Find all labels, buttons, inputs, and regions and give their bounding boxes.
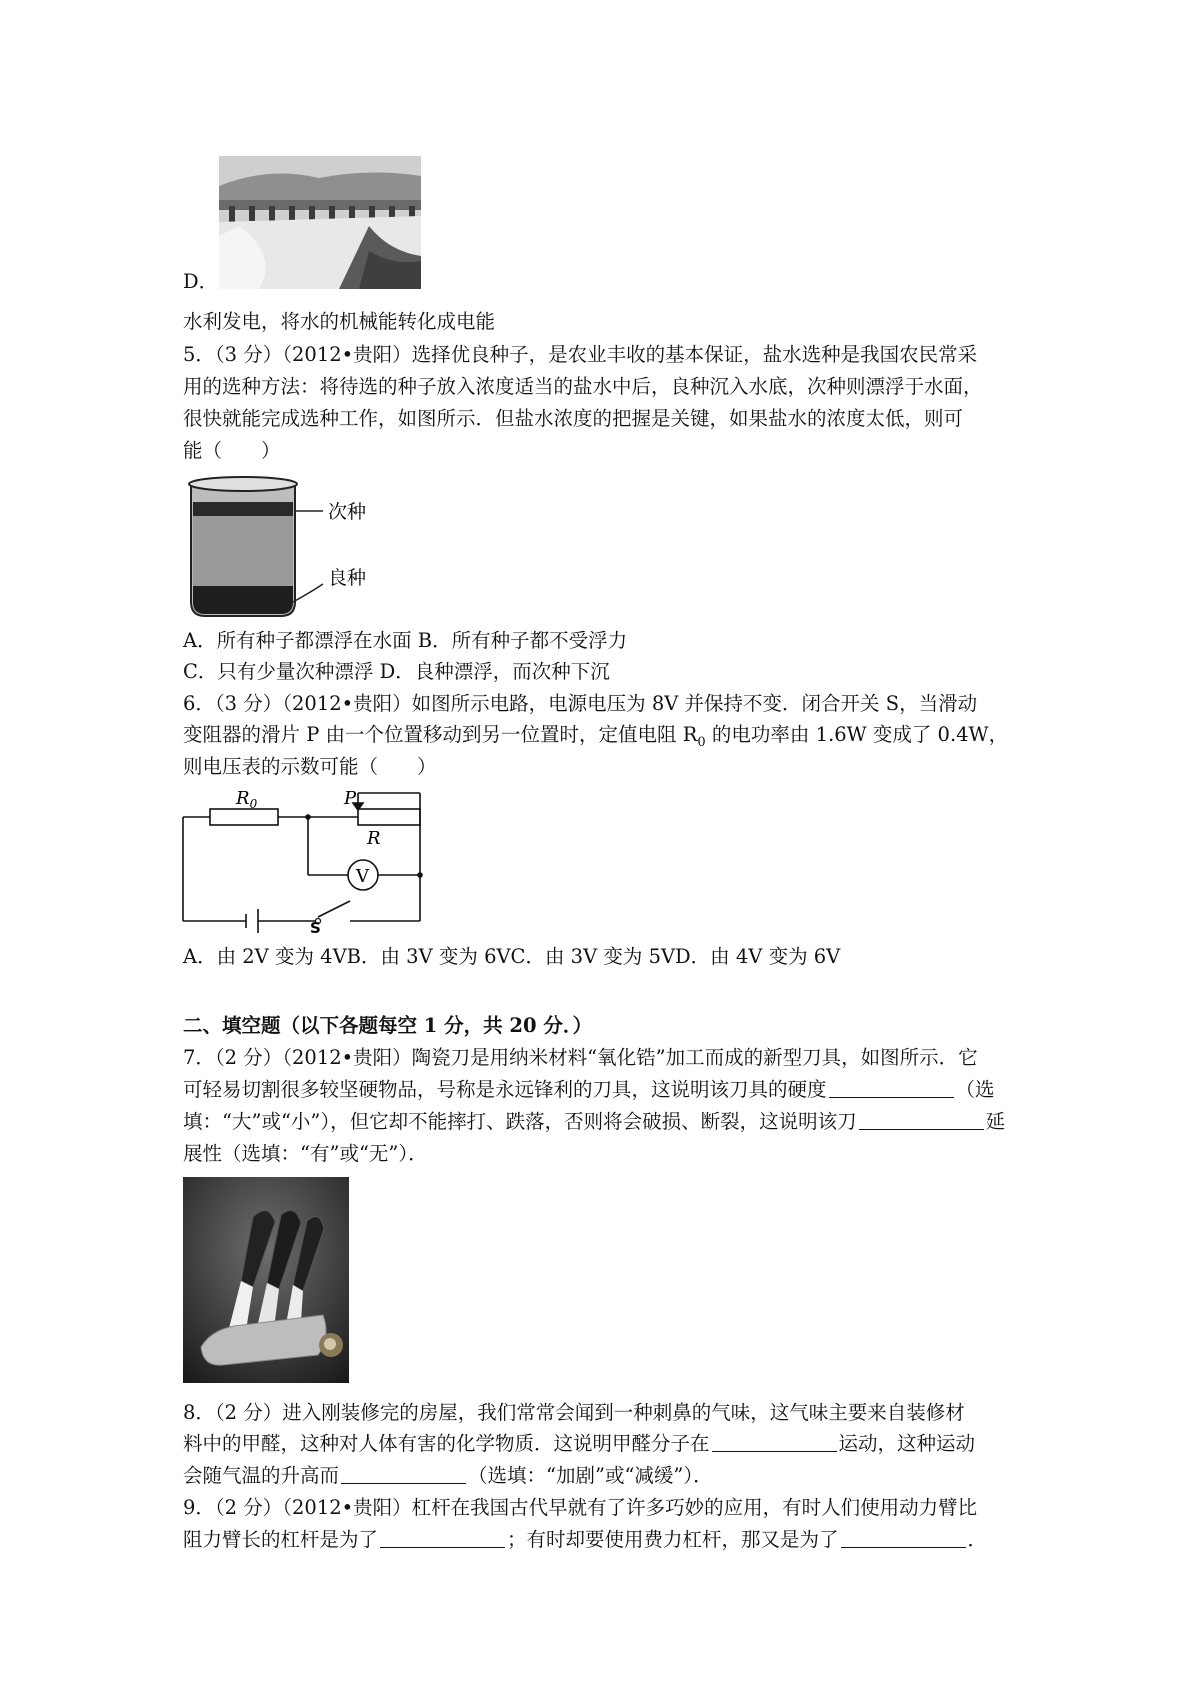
q8-line-3-b: （选填：“加剧”或“减缓”）． (468, 1464, 713, 1487)
circuit-label-p: P (344, 788, 357, 809)
q9-line-2-c: ． (967, 1528, 988, 1551)
q8-line-2 (183, 1431, 975, 1457)
circuit-diagram (180, 785, 430, 933)
voltmeter-symbol: V (356, 866, 369, 887)
q7-line-3 (183, 1109, 1005, 1135)
q8-line-1: 8．（2 分）进入刚装修完的房屋，我们常常会闻到一种刺鼻的气味，这气味主要来自装修材 (183, 1401, 965, 1424)
answer-blank[interactable] (829, 1079, 954, 1098)
q9-line-1: 9．（2 分）（2012•贵阳）杠杆在我国古代早就有了许多巧妙的应用，有时人们使用动力臂比 (183, 1496, 978, 1519)
q6-options: A．由 2V 变为 4VB．由 3V 变为 6VC．由 3V 变为 5VD．由 4V 变为 6V (183, 945, 841, 968)
q8-line-2-b: 运动，这种运动 (838, 1432, 976, 1455)
q9-line-2-a: 阻力臂长的杠杆是为了 (183, 1528, 379, 1551)
q5-line-3: 很快就能完成选种工作，如图所示．但盐水浓度的把握是关键，如果盐水的浓度太低，则可 (183, 407, 964, 430)
q6-line-2-b: 的电功率由 1.6W 变成了 0.4W， (705, 723, 1009, 746)
q8-line-3-a: 会随气温的升高而 (183, 1464, 340, 1487)
answer-blank[interactable] (841, 1529, 966, 1548)
q7-line-1: 7．（2 分）（2012•贵阳）陶瓷刀是用纳米材料“氧化锆”加工而成的新型刀具，如图所示．它 (183, 1046, 978, 1069)
q8-line-3 (183, 1463, 713, 1489)
ceramic-knife-photo (183, 1177, 349, 1383)
q8-line-2-a: 料中的甲醛，这种对人体有害的化学物质．这说明甲醛分子在 (183, 1432, 710, 1455)
q6-line-1: 6．（3 分）（2012•贵阳）如图所示电路，电源电压为 8V 并保持不变．闭合开关 S，当滑动 (183, 692, 978, 715)
q6-line-2-a: 变阻器的滑片 P 由一个位置移动到另一位置时，定值电阻 R (183, 723, 698, 746)
q7-line-3-a: 填：“大”或“小”），但它却不能摔打、跌落，否则将会破损、断裂，这说明该刀 (183, 1110, 857, 1133)
q9-line-2-b: ；有时却要使用费力杠杆，那又是为了 (507, 1528, 839, 1551)
q6-line-2 (183, 722, 1008, 756)
label-next-seed: 次种 (328, 501, 367, 523)
section-2-title: 二、填空题（以下各题每空 1 分，共 20 分．） (183, 1014, 593, 1037)
q9-line-2 (183, 1527, 987, 1553)
answer-blank[interactable] (712, 1433, 837, 1452)
q7-line-2-a: 可轻易切割很多较坚硬物品，号称是永远锋利的刀具，这说明该刀具的硬度 (183, 1078, 827, 1101)
q7-line-4: 展性（选填：“有”或“无”）． (183, 1142, 428, 1165)
q5-line-2: 用的选种方法：将待选的种子放入浓度适当的盐水中后，良种沉入水底，次种则漂浮于水面， (183, 375, 983, 398)
beaker-figure (183, 474, 393, 619)
answer-blank[interactable] (380, 1529, 505, 1548)
q7-line-2 (183, 1077, 995, 1103)
q7-line-2-b: （选 (955, 1078, 995, 1101)
q5-options-cd: C．只有少量次种漂浮 D．良种漂浮，而次种下沉 (183, 660, 610, 683)
q7-line-3-b: 延 (985, 1110, 1006, 1133)
q5-options-ab: A．所有种子都漂浮在水面 B．所有种子都不受浮力 (183, 629, 628, 652)
q5-line-1: 5．（3 分）（2012•贵阳）选择优良种子，是农业丰收的基本保证，盐水选种是我国农民常采 (183, 343, 978, 366)
answer-blank[interactable] (859, 1111, 984, 1130)
q5-line-4: 能（ ） (183, 439, 281, 462)
q6-line-3: 则电压表的示数可能（ ） (183, 755, 437, 778)
circuit-label-r0: $R_0$ (236, 788, 258, 811)
switch-label: S (310, 919, 321, 933)
q4-answer-text: 水利发电，将水的机械能转化成电能 (183, 310, 496, 333)
label-good-seed: 良种 (328, 567, 367, 589)
dam-photo (219, 156, 421, 289)
answer-blank[interactable] (341, 1465, 466, 1484)
r0-subscript: 0 (697, 734, 706, 750)
option-d-label: D． (183, 270, 219, 293)
circuit-label-r: R (367, 828, 381, 849)
